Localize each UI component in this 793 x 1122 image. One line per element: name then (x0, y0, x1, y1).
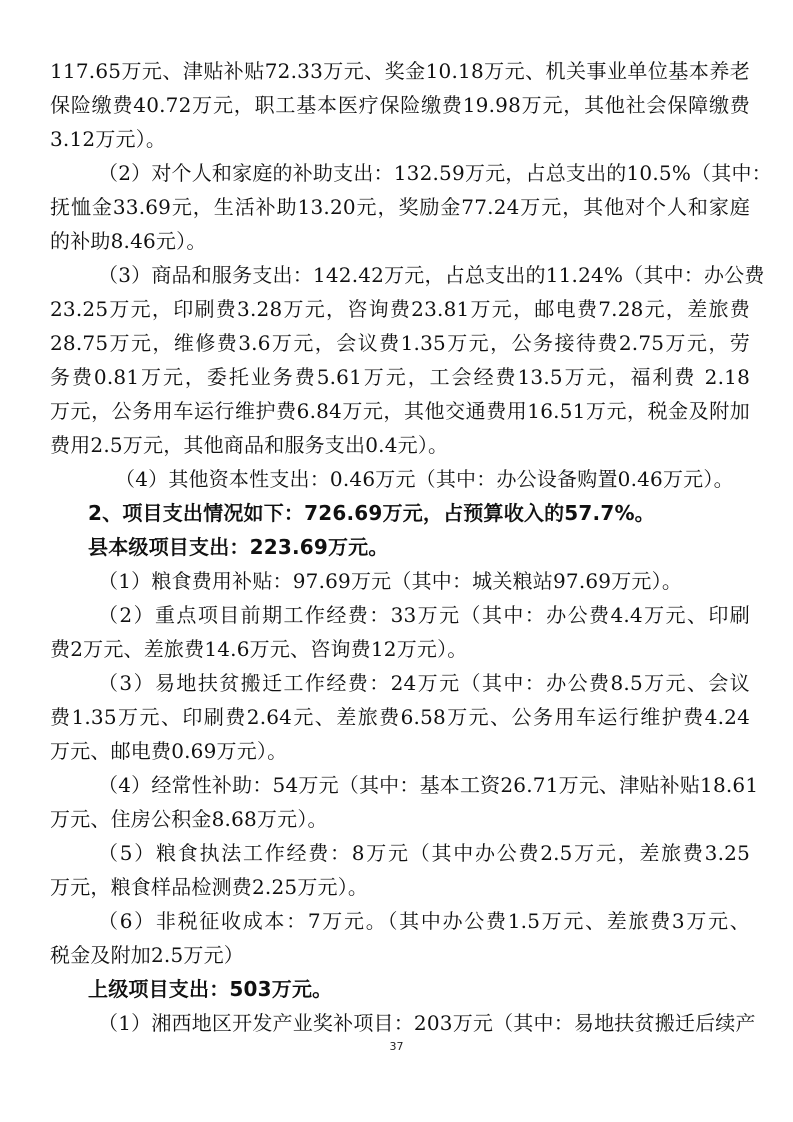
text-line: 23.25万元，印刷费3.28万元，咨询费23.81万元，邮电费7.28元，差旅费 (50, 297, 750, 321)
text-line: 保险缴费40.72万元，职工基本医疗保险缴费19.98万元，其他社会保障缴费 (50, 93, 750, 117)
text-line: 28.75万元，维修费3.6万元，会议费1.35万元，公务接待费2.75万元，劳 (50, 331, 750, 355)
text-line: 万元、邮电费0.69万元）。 (50, 739, 288, 763)
paragraph-start-line: （4）其他资本性支出：0.46万元（其中：办公设备购置0.46万元）。 (115, 467, 734, 491)
text-line: 费用2.5万元，其他商品和服务支出0.4元）。 (50, 433, 449, 457)
text-line: 税金及附加2.5万元） (50, 943, 245, 967)
subsection-heading: 上级项目支出：503万元。 (88, 977, 333, 1001)
page-number: 37 (389, 1040, 404, 1053)
paragraph-start-line: （6）非税征收成本：7万元。（其中办公费1.5万元、差旅费3万元、 (98, 909, 750, 933)
paragraph-start-line: （4）经常性补助：54万元（其中：基本工资26.71万元、津贴补贴18.61 (98, 773, 759, 797)
paragraph-start-line: （2）重点项目前期工作经费：33万元（其中：办公费4.4万元、印刷 (98, 603, 750, 627)
paragraph-start-line: （1）粮食费用补贴：97.69万元（其中：城关粮站97.69万元）。 (98, 569, 683, 593)
text-line: 3.12万元）。 (50, 127, 167, 151)
paragraph-start-line: （3）易地扶贫搬迁工作经费：24万元（其中：办公费8.5万元、会议 (98, 671, 750, 695)
subsection-heading: 县本级项目支出：223.69万元。 (88, 535, 389, 559)
text-line: 万元、住房公积金8.68万元）。 (50, 807, 328, 831)
text-line: 万元，粮食样品检测费2.25万元）。 (50, 875, 369, 899)
section-heading: 2、项目支出情况如下：726.69万元，占预算收入的57.7%。 (88, 501, 655, 525)
text-line: 费1.35万元、印刷费2.64元、差旅费6.58万元、公务用车运行维护费4.24 (50, 705, 750, 729)
paragraph-start-line: （2）对个人和家庭的补助支出：132.59万元，占总支出的10.5%（其中： (98, 161, 772, 185)
paragraph-start-line: （5）粮食执法工作经费：8万元（其中办公费2.5万元，差旅费3.25 (98, 841, 750, 865)
text-line: 的补助8.46元）。 (50, 229, 207, 253)
paragraph-start-line: （1）湘西地区开发产业奖补项目：203万元（其中：易地扶贫搬迁后续产 (98, 1011, 756, 1035)
text-line: 务费0.81万元，委托业务费5.61万元，工会经费13.5万元，福利费 2.18 (50, 365, 750, 389)
paragraph-start-line: （3）商品和服务支出：142.42万元，占总支出的11.24%（其中：办公费 (98, 263, 765, 287)
text-line: 117.65万元、津贴补贴72.33万元、奖金10.18万元、机关事业单位基本养老 (50, 59, 750, 83)
text-line: 费2万元、差旅费14.6万元、咨询费12万元）。 (50, 637, 468, 661)
text-line: 万元，公务用车运行维护费6.84万元，其他交通费用16.51万元，税金及附加 (50, 399, 750, 423)
text-line: 抚恤金33.69元，生活补助13.20元，奖励金77.24万元，其他对个人和家庭 (50, 195, 750, 219)
